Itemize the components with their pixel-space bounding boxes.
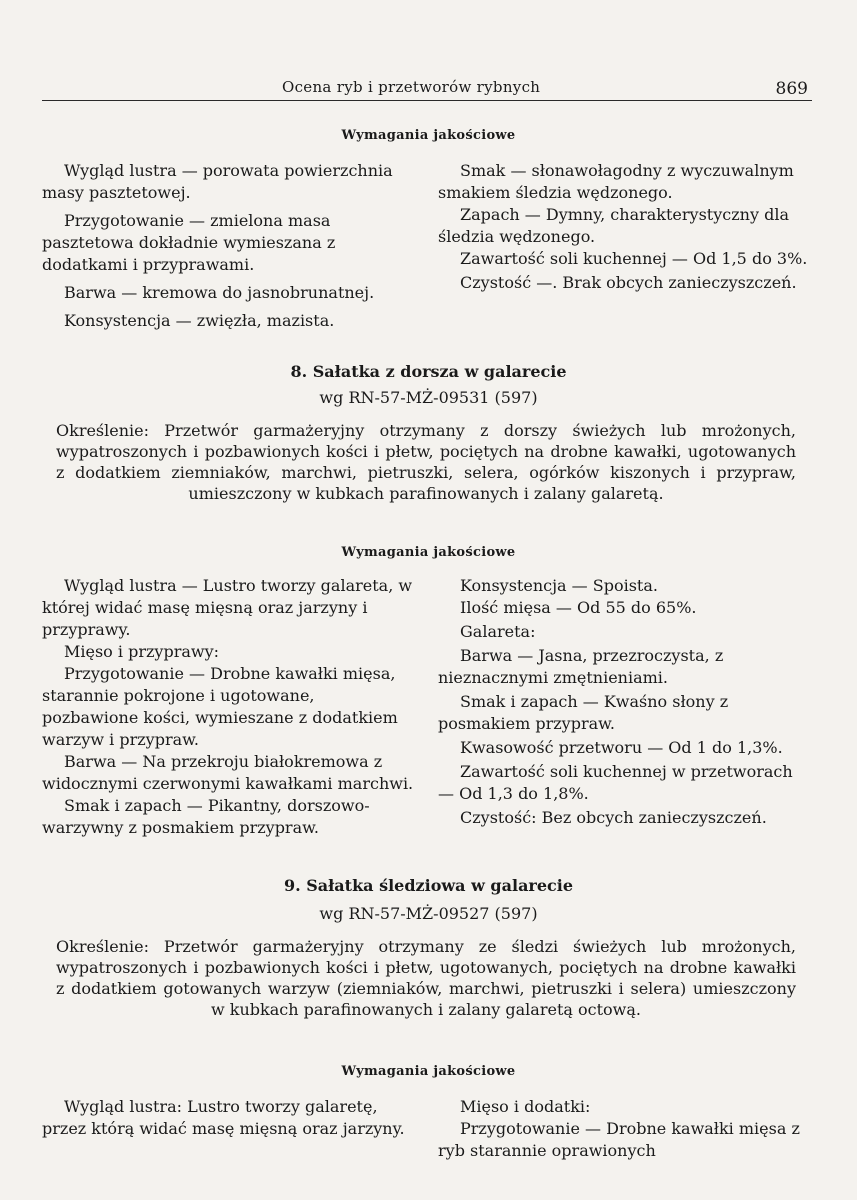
paragraph: Galareta: <box>460 622 536 641</box>
item-title: 8. Sałatka z dorsza w galarecie <box>290 362 567 381</box>
right-column <box>438 160 810 294</box>
paragraph: Mięso i przyprawy: <box>64 642 220 661</box>
left-column <box>42 1096 414 1140</box>
right-column <box>438 575 810 829</box>
right-column <box>438 1096 810 1162</box>
paragraph: Przygotowanie — Drobne kawałki mięsa z ryb starannie oprawionych <box>438 1119 800 1160</box>
section-heading: Wymagania jakościowe <box>341 128 516 143</box>
left-column <box>42 575 414 839</box>
paragraph: Ilość mięsa — Od 55 do 65%. <box>460 598 697 617</box>
header-title: Ocena ryb i przetworów rybnych <box>282 78 541 96</box>
paragraph: Przygotowanie — zmielona masa pasztetowa dokładnie wymieszana z dodatkami i przyprawami. <box>42 211 336 274</box>
paragraph: Mięso i dodatki: <box>460 1097 591 1116</box>
paragraph: Barwa — Jasna, przezroczysta, z nieznacznymi zmętnieniami. <box>438 646 724 687</box>
paragraph: Czystość —. Brak obcych zanieczyszczeń. <box>460 273 797 292</box>
item-norm: wg RN-57-MŻ-09531 (597) <box>319 388 538 407</box>
paragraph: Wygląd lustra — Lustro tworzy galareta, w której widać masę mięsną oraz jarzyny i przyprawy. <box>42 576 413 639</box>
paragraph: Kwasowość przetworu — Od 1 do 1,3%. <box>460 738 783 757</box>
paragraph: Czystość: Bez obcych zanieczyszczeń. <box>460 808 767 827</box>
paragraph: Smak i zapach — Pikantny, dorszowo-warzywny z posmakiem przypraw. <box>42 796 370 837</box>
paragraph: Smak — słonawołagodny z wyczuwalnym smakiem śledzia wędzonego. <box>438 161 794 202</box>
item-title: 9. Sałatka śledziowa w galarecie <box>283 876 574 895</box>
paragraph: Barwa — kremowa do jasnobrunatnej. <box>64 283 375 302</box>
paragraph: Zawartość soli kuchennej — Od 1,5 do 3%. <box>460 249 808 268</box>
item-norm: wg RN-57-MŻ-09527 (597) <box>319 904 538 923</box>
page-number: 869 <box>775 79 808 99</box>
paragraph: Wygląd lustra — porowata powierzchnia masy pasztetowej. <box>42 161 393 202</box>
paragraph: Konsystencja — Spoista. <box>460 576 658 595</box>
paragraph: Barwa — Na przekroju białokremowa z widocznymi czerwonymi kawałkami marchwi. <box>42 752 414 793</box>
paragraph: Konsystencja — zwięzła, mazista. <box>64 311 335 330</box>
item-definition: Określenie: Przetwór garmażeryjny otrzymany z dorszy świeżych lub mrożonych, wypatroszonych i pozbawionych kości i płetw, pociętych na drobne kawałki, ugotowanych z dodatkiem ziemniaków, marchwi, pietruszki, selera, ogórków kiszonych i przypraw, umieszczony w kubkach parafinowanych i zalany galaretą. <box>56 421 796 503</box>
paragraph: Wygląd lustra: Lustro tworzy galaretę, przez którą widać masę mięsną oraz jarzyny. <box>42 1097 405 1138</box>
running-header <box>42 78 812 101</box>
left-column <box>42 160 412 332</box>
section-heading: Wymagania jakościowe <box>341 1064 516 1079</box>
paragraph: Smak i zapach — Kwaśno słony z posmakiem przypraw. <box>438 692 729 733</box>
paragraph: Zapach — Dymny, charakterystyczny dla śledzia wędzonego. <box>438 205 789 246</box>
paragraph: Przygotowanie — Drobne kawałki mięsa, starannie pokrojone i ugotowane, pozbawione kości, wymieszane z dodatkiem warzyw i przypraw. <box>42 664 398 749</box>
section-heading: Wymagania jakościowe <box>341 545 516 560</box>
item-definition: Określenie: Przetwór garmażeryjny otrzymany ze śledzi świeżych lub mrożonych, wypatroszonych i pozbawionych kości i płetw, ugotowanych, pociętych na drobne kawałki z dodatkiem gotowanych warzyw (ziemniaków, marchwi, pietruszki i selera) umieszczony w kubkach parafinowanych i zalany galaretą octową. <box>56 937 796 1019</box>
paragraph: Zawartość soli kuchennej w przetworach — Od 1,3 do 1,8%. <box>438 762 793 803</box>
